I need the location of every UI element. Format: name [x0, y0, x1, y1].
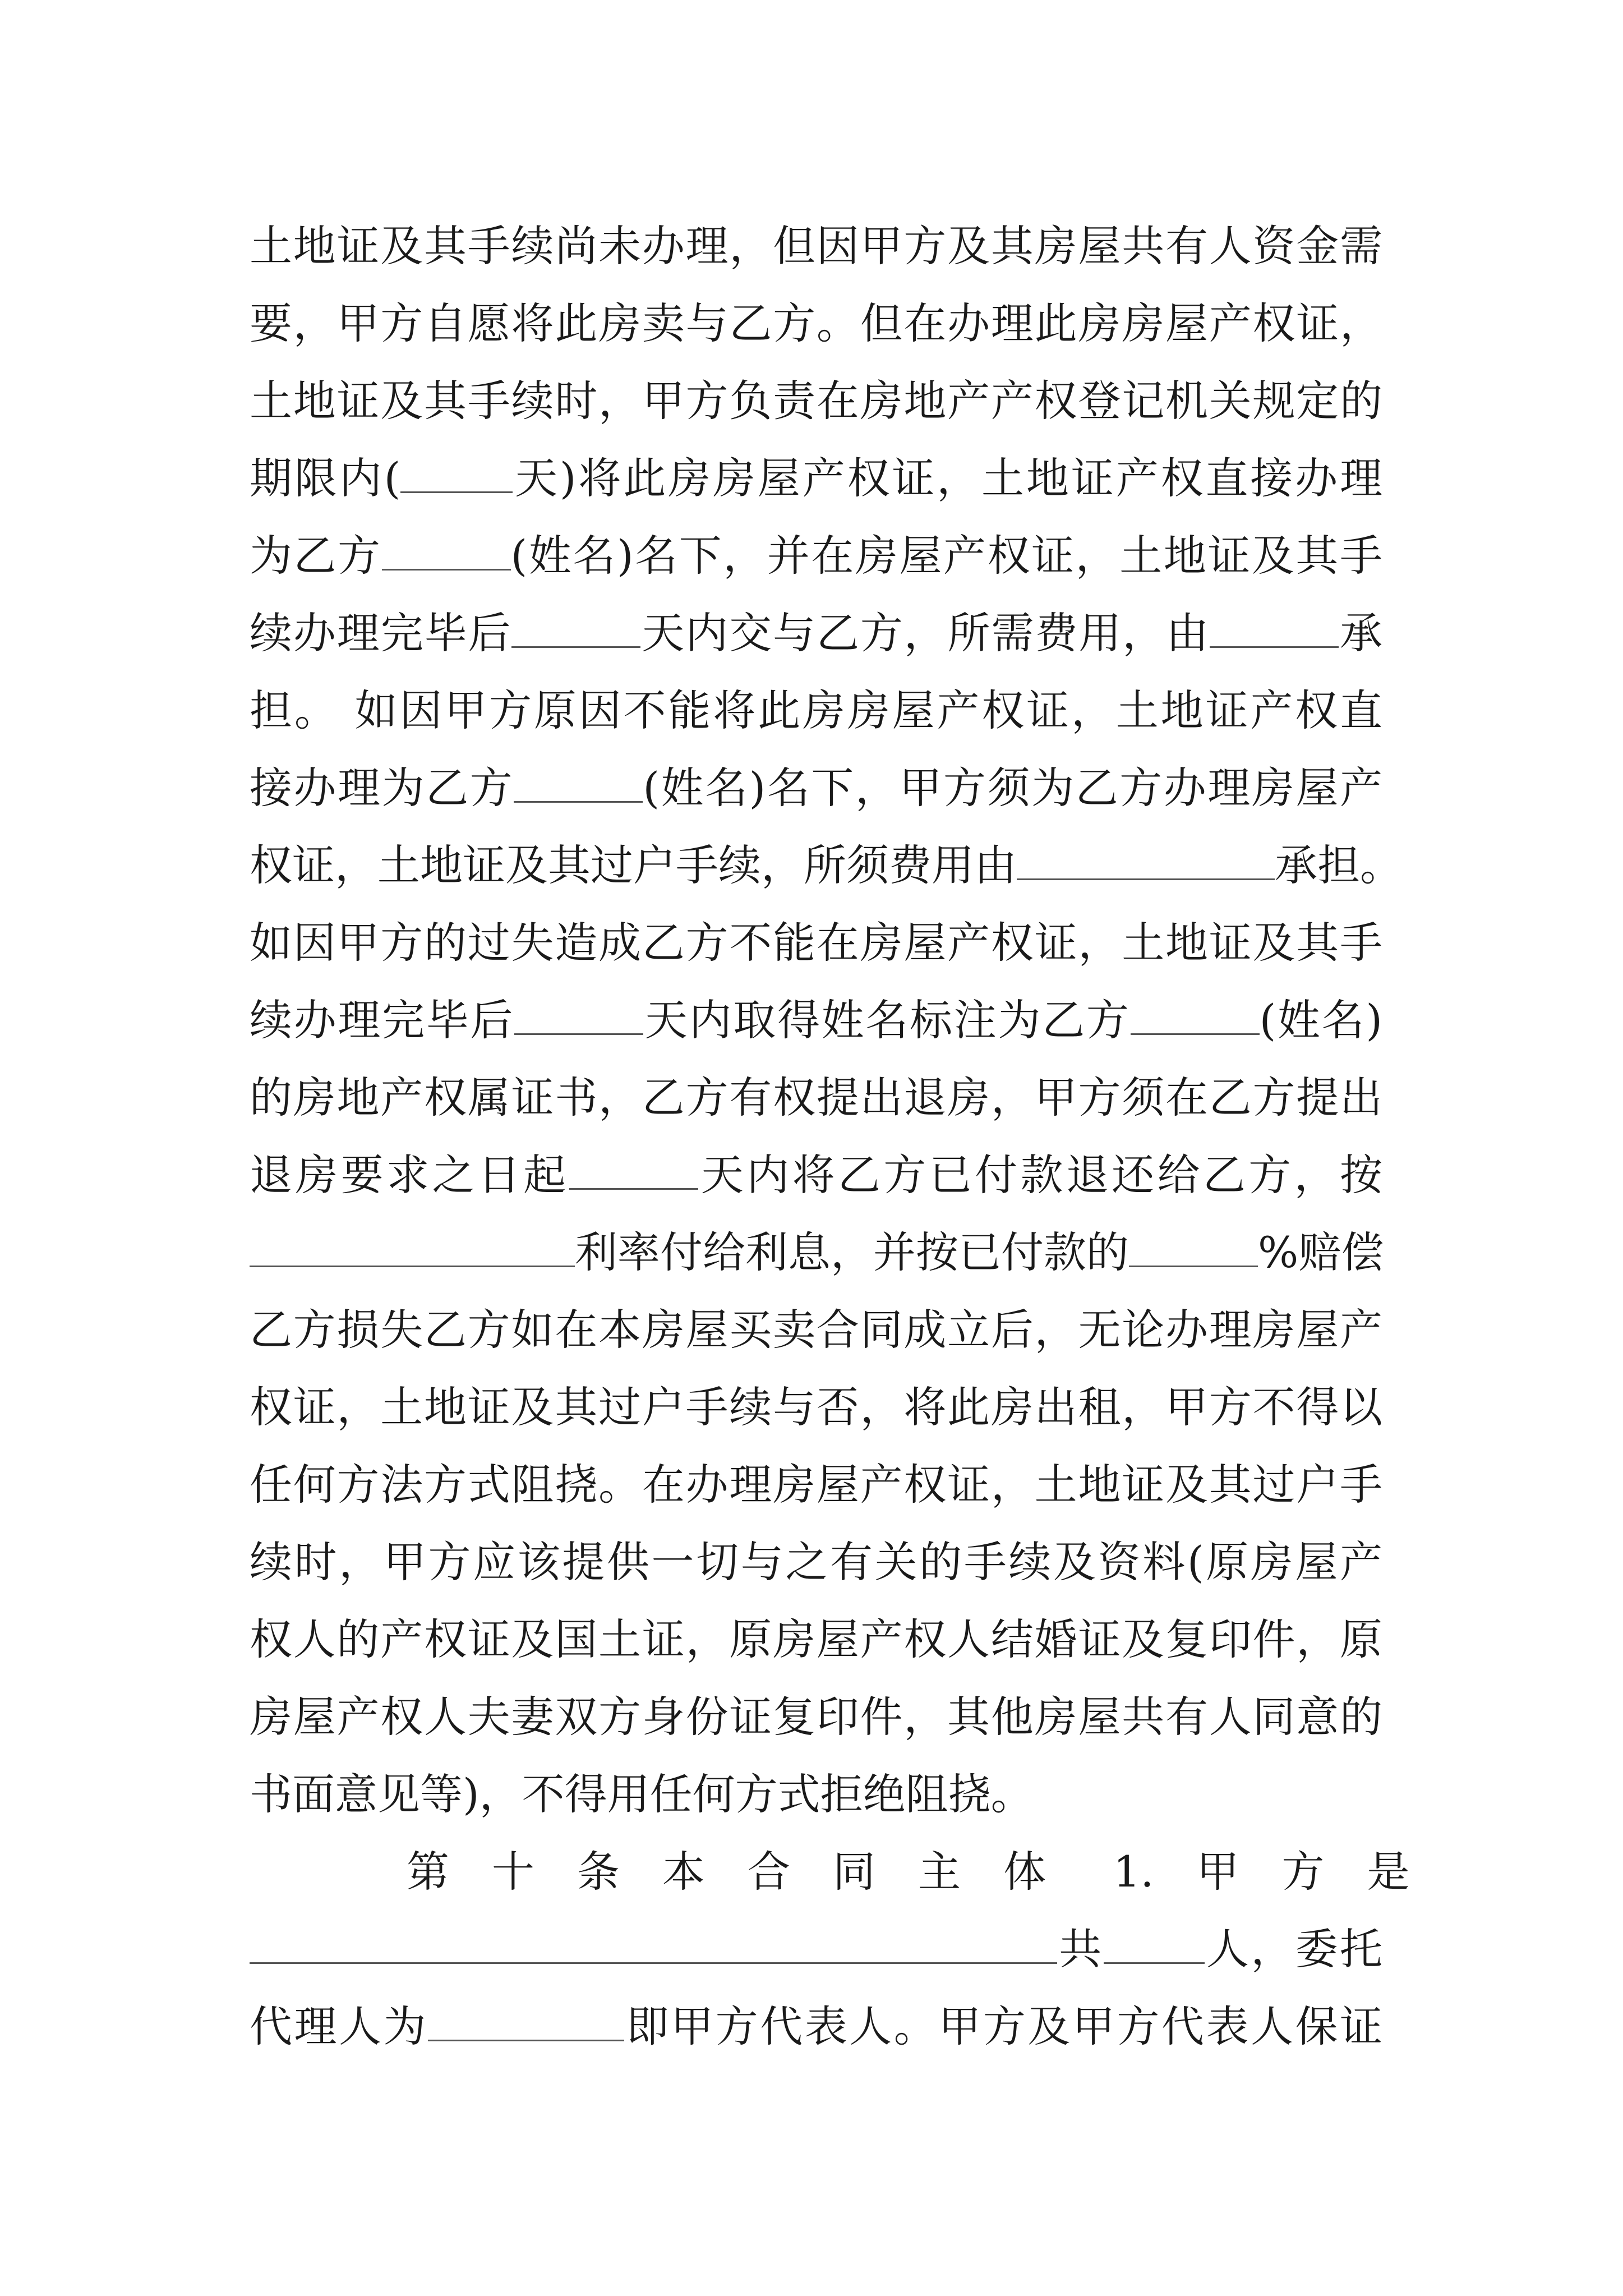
- text-line: [250, 1137, 1382, 1214]
- fill-blank: [400, 457, 513, 493]
- text-segment: 担。 如因甲方原因不能将此房房屋产权证，土地证产权直: [250, 685, 1382, 735]
- text-segment: 续时，甲方应该提供一切与之有关的手续及资料(原房屋产: [250, 1537, 1382, 1587]
- text-segment: 承担。: [1275, 840, 1403, 890]
- text-segment: 人，委托: [1204, 1924, 1383, 1974]
- fill-blank: [1210, 611, 1339, 648]
- text-line: [250, 362, 1382, 440]
- text-segment: 续办理完毕后: [250, 608, 512, 658]
- fill-blank: [1131, 999, 1260, 1035]
- text-segment: 权证，土地证及其过户手续与否，将此房出租，甲方不得以: [250, 1382, 1382, 1432]
- fill-blank: [250, 1231, 575, 1267]
- text-line: [250, 1446, 1382, 1524]
- text-segment: 权人的产权证及国土证，原房屋产权人结婚证及复印件，原: [250, 1614, 1382, 1664]
- fill-blank: [1104, 1927, 1205, 1964]
- fill-blank: [1017, 844, 1275, 880]
- text-segment: 书面意见等)，不得用任何方式拒绝阻挠。: [250, 1769, 1034, 1819]
- text-line: [250, 1601, 1382, 1678]
- text-segment: 要，甲方自愿将此房卖与乙方。但在办理此房房屋产权证，: [250, 298, 1382, 348]
- text-segment: 退房要求之日起: [250, 1150, 569, 1200]
- text-line: [250, 208, 1382, 285]
- text-segment: 即甲方代表人。甲方及甲方代表人保证: [624, 2001, 1383, 2051]
- text-segment: 代理人为: [250, 2001, 428, 2051]
- fill-blank: [428, 2005, 624, 2041]
- text-line: [250, 1059, 1382, 1137]
- text-segment: 的房地产权属证书，乙方有权提出退房，甲方须在乙方提出: [250, 1073, 1382, 1122]
- text-segment: 天内取得姓名标注为乙方: [643, 995, 1131, 1045]
- fill-blank: [511, 611, 640, 648]
- text-segment: 乙方损失乙方如在本房屋买卖合同成立后，无论办理房屋产: [250, 1305, 1382, 1355]
- text-segment: 共: [1057, 1924, 1104, 1974]
- text-segment: 土地证及其手续尚未办理，但因甲方及其房屋共有人资金需: [250, 221, 1382, 271]
- text-line: [250, 982, 1382, 1059]
- text-line: [250, 827, 1403, 904]
- text-segment: 天内交与乙方，所需费用，由: [640, 608, 1210, 658]
- text-segment: (姓名)名下，并在房屋产权证，土地证及其手: [510, 531, 1382, 581]
- text-segment: 1. 甲 方 是: [1113, 1847, 1410, 1897]
- text-segment: 房屋产权人夫妻双方身份证复印件，其他房屋共有人同意的: [250, 1692, 1382, 1742]
- fill-blank: [514, 766, 643, 803]
- text-segment: 土地证及其手续时，甲方负责在房地产产权登记机关规定的: [250, 376, 1382, 426]
- text-segment: 任何方法方式阻挠。在办理房屋产权证，土地证及其过户手: [250, 1460, 1382, 1510]
- fill-blank: [382, 534, 511, 570]
- text-line: [250, 1678, 1382, 1756]
- contract-body: [250, 208, 1410, 2065]
- text-line: [250, 1291, 1382, 1369]
- text-line: [250, 1214, 1382, 1291]
- fill-blank: [514, 999, 643, 1035]
- text-line: [250, 1369, 1382, 1446]
- fill-blank: [1129, 1231, 1258, 1267]
- text-line: [250, 1756, 1382, 1833]
- text-line: [250, 1524, 1382, 1601]
- fill-blank: [569, 1153, 698, 1190]
- text-segment: 权证，土地证及其过户手续，所须费用由: [250, 840, 1017, 890]
- text-line: [250, 1988, 1382, 2065]
- text-segment: %赔偿: [1258, 1227, 1384, 1277]
- text-segment: 天)将此房房屋产权证，土地证产权直接办理: [513, 453, 1382, 503]
- text-line: [250, 517, 1382, 595]
- text-segment: 承: [1339, 608, 1383, 658]
- text-line: [250, 904, 1382, 982]
- text-segment: 续办理完毕后: [250, 995, 515, 1045]
- text-segment: 利率付给利息，并按已付款的: [575, 1227, 1129, 1277]
- fill-blank: [250, 1927, 1057, 1964]
- text-line: [250, 749, 1382, 827]
- text-segment: (姓名)名下，甲方须为乙方办理房屋产: [643, 763, 1382, 813]
- text-line: [250, 672, 1382, 749]
- text-segment: 为乙方: [250, 531, 382, 581]
- text-segment: 接办理为乙方: [250, 763, 514, 813]
- text-line: [250, 285, 1382, 362]
- article-ten-heading: [250, 1833, 1410, 1911]
- text-line: [250, 1911, 1382, 1988]
- text-segment: 天内将乙方已付款退还给乙方，按: [698, 1150, 1383, 1200]
- text-segment: 第 十 条 本 合 同 主 体: [407, 1847, 1046, 1897]
- text-segment: 期限内(: [250, 453, 401, 503]
- text-segment: (姓名): [1259, 995, 1383, 1045]
- text-segment: 如因甲方的过失造成乙方不能在房屋产权证，土地证及其手: [250, 918, 1382, 968]
- text-line: [250, 440, 1382, 517]
- text-line: [250, 595, 1382, 672]
